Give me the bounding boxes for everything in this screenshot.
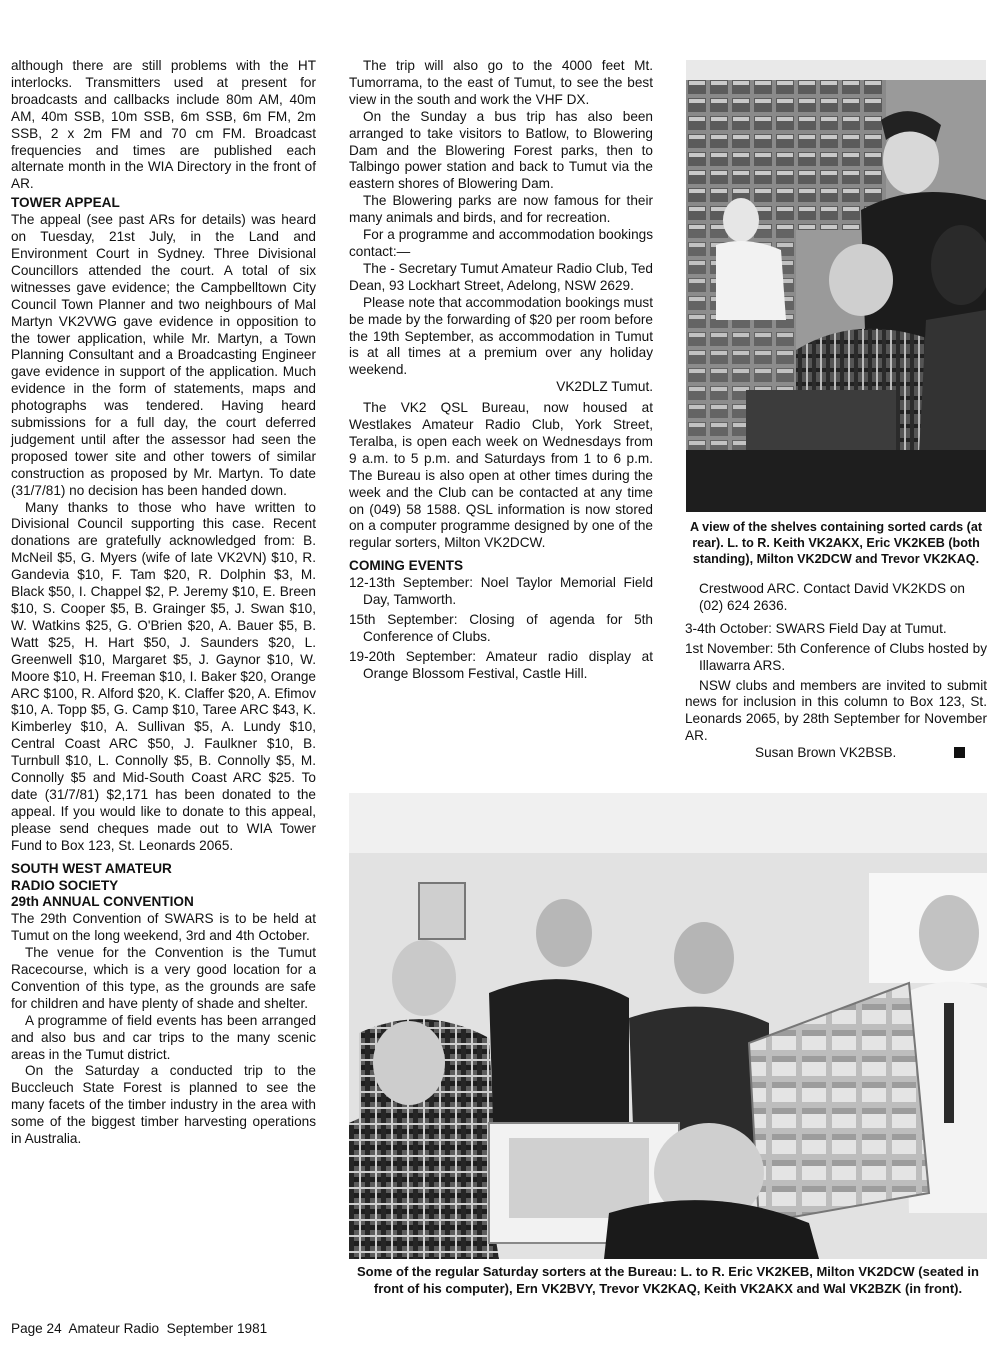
event-item: 19-20th September: Amateur radio display at Orange Blossom Festival, Castle Hill.: [349, 648, 653, 681]
paragraph: The appeal (see past ARs for details) was heard on Tuesday, 21st July, in the Land and Environment Court in Sydney. Three Divisional Councillors attended the court. A total of six witnesses gave evidence; the Campbelltown City Council Town Planner and two neighbours of Mal Martyn VK2VWG gave evidence in opposition to the tower application, while Mr. Martyn, a Town Planning Consultant and a Broadcasting Engineer gave evidence in support of the application. Much evidence in the form of statements, maps and photographs was tendered. Having heard submissions for a full day, the court deferred judgement until after the assessor had seen the proposed tower site and other towers of similar construction as proposed by Mr. Martyn. To date (31/7/81) no decision has been handed down.: [11, 212, 316, 498]
signature: Susan Brown VK2BSB.: [755, 745, 897, 761]
paragraph: although there are still problems with the HT interlocks. Transmitters used at present for broadcasts and callbacks include 80m AM, 40m AM, 40m SSB, 10m SSB, 6m SSB, 6m FM, 2m SSB, 2 x 2m FM and 70 cm FM. Broadcast frequencies and times are published each alternate month in the WIA Directory in the front of AR.: [11, 58, 316, 192]
paragraph: The trip will also go to the 4000 feet Mt. Tumorrama, to the east of Tumut, to see the best view in the south and work the VHF DX.: [349, 58, 653, 107]
paragraph: Please note that accommodation bookings must be made by the forwarding of $20 per room before the 19th September, as accommodation in Tumut is at all times at a premium over any holiday weekend.: [349, 294, 653, 378]
paragraph: The - Secretary Tumut Amateur Radio Club, Ted Dean, 93 Lockhart Street, Adelong, NSW 2629.: [349, 260, 653, 293]
paragraph: On the Sunday a bus trip has also been arranged to take visitors to Batlow, to Blowering Dam and the Blowering Forest parks, then to Talbingo power station and back to Tumut via the eastern shores of Blowering Dam.: [349, 108, 653, 192]
column-right: [685, 519, 987, 762]
event-item-continued: Crestwood ARC. Contact David VK2KDS on (02) 624 2636.: [699, 581, 965, 613]
paragraph: The 29th Convention of SWARS is to be held at Tumut on the long weekend, 3rd and 4th October.: [11, 911, 316, 944]
paragraph: On the Saturday a conducted trip to the Buccleuch State Forest is planned to see the many facets of the timber industry in the area with some of the biggest timber harvesting operations in Australia.: [11, 1063, 316, 1147]
heading-swars-1: SOUTH WEST AMATEUR: [11, 860, 172, 876]
paragraph: The Blowering parks are now famous for their many animals and birds, and for recreation.: [349, 193, 653, 226]
paragraph: For a programme and accommodation bookings contact:—: [349, 227, 653, 259]
event-item: 3-4th October: SWARS Field Day at Tumut.: [685, 620, 947, 636]
paragraph: Many thanks to those who have written to Divisional Council supporting this case. Recent donations are gratefully acknowledged from: B. McNeil $5, G. Myers (wife of late VK2VN) $10, R. Gandevia $10, F. Tam $20, R. Dolphin $3, M. Black $50, I. Chappel $2, P. Jeremy $10, E. Breen $10, S. Cooper $5, B. Grainger $5, J. Swan $10, W. Watkins $25, G. O'Brien $20, A. Bauer $5, B. Watt $25, H. Hart $50, J. Saunders $20, L. Greenwell $10, Margaret $5, J. Gaynor $10, W. Moore $10, H. Freeman $10, I. Baker $20, Orange ARC $100, R. Alford $20, K. Claffer $20, A. Efimov $10, A. Topp $5, G. Camp $10, Taree ARC $43, K. Kimberley $10, A. Sullivan $5, A. Lundy $10, Central Coast ARC $50, J. Faulkner $10, B. Turnbull $10, L. Connolly $5, B. Connolly $5, M. Connolly $5 and Mid-South Coast ARC $25. To date (31/7/81) $2,171 has been donated to the appeal. If you would like to donate to this appeal, please send cheques made out to WIA Tower Fund to Box 123, St. Leonards 2065.: [11, 499, 316, 853]
event-item: 15th September: Closing of agenda for 5th Conference of Clubs.: [349, 612, 653, 644]
photo-caption-shelves: A view of the shelves containing sorted cards (at rear). L. to R. Keith VK2AKX, Eric VK2KEB (both standing), Milton VK2DCW and Trevor VK2KAQ.: [689, 520, 983, 566]
end-mark-icon: [954, 747, 965, 758]
column-left: [11, 58, 316, 1148]
photo-sorters: [349, 793, 987, 1259]
photo-caption-wrap: [349, 1263, 987, 1297]
signature-line: [685, 745, 987, 762]
paragraph: The VK2 QSL Bureau, now housed at Westlakes Amateur Radio Club, York Street, Teralba, is open each week on Wednesdays from 9 a.m. to 5 p.m. and Saturdays from 1 to 6 p.m. The Bureau is also open at other times during the week and the Club can be contacted at any time on (049) 58 1588. QSL information is now stored on a computer programme designed by one of the regular sorters, Milton VK2DCW.: [349, 400, 653, 551]
heading-tower-appeal: TOWER APPEAL: [11, 195, 120, 211]
column-middle: [349, 58, 653, 686]
heading-swars-3: 29th ANNUAL CONVENTION: [11, 894, 194, 910]
signature: VK2DLZ Tumut.: [556, 379, 653, 395]
page-footer: Page 24 Amateur Radio September 1981: [11, 1321, 268, 1336]
photo-shelves: [686, 60, 986, 512]
heading-swars-2: RADIO SOCIETY: [11, 877, 119, 893]
paragraph: NSW clubs and members are invited to submit news for inclusion in this column to Box 123, St. Leonards 2065, by 28th September for November AR.: [685, 677, 987, 744]
paragraph: The venue for the Convention is the Tumut Racecourse, which is a very good location for a Convention of this type, as the grounds are safe for children and have plenty of shade and shelter.: [11, 945, 316, 1011]
heading-coming-events: COMING EVENTS: [349, 558, 464, 574]
event-item: 1st November: 5th Conference of Clubs hosted by Illawarra ARS.: [685, 640, 987, 673]
paragraph: A programme of field events has been arranged and also bus and car trips to the many scenic areas in the Tumut district.: [11, 1012, 316, 1062]
photo-caption-sorters: Some of the regular Saturday sorters at the Bureau: L. to R. Eric VK2KEB, Milton VK2DCW (seated in front of his computer), Ern VK2BVY, Trevor VK2KAQ, Keith VK2AKX and Wal VK2BZK (in front).: [357, 1264, 979, 1296]
event-item: 12-13th September: Noel Taylor Memorial Field Day, Tamworth.: [349, 575, 653, 608]
